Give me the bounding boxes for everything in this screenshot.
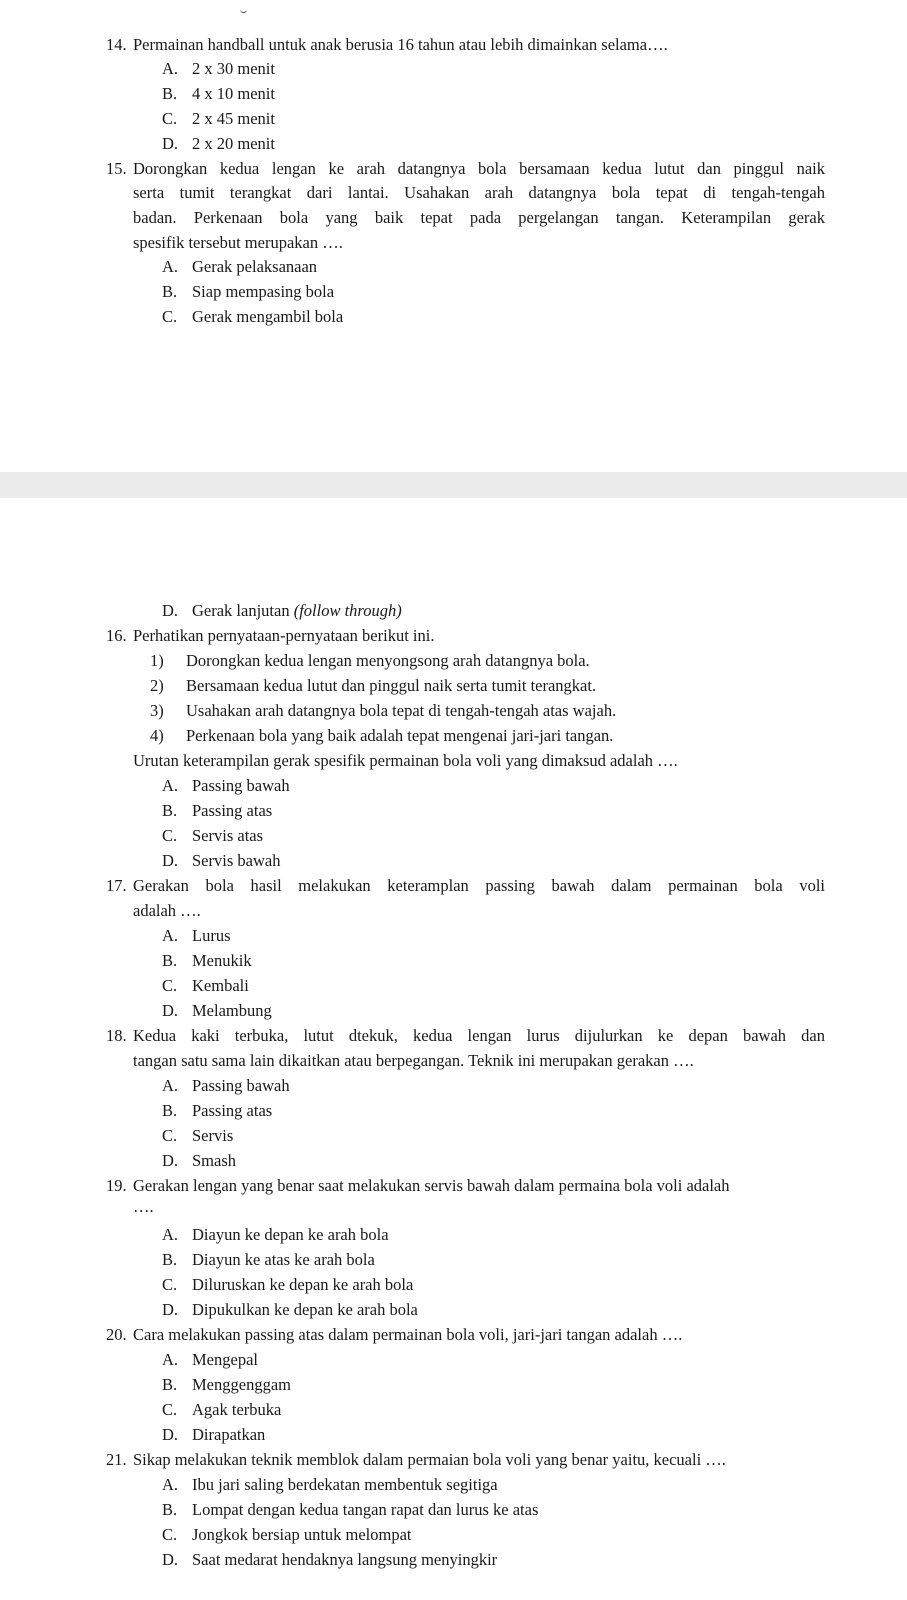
option-a: A. Passing bawah bbox=[162, 776, 290, 795]
option-a: A. Lurus bbox=[162, 926, 231, 945]
option-a: A. Passing bawah bbox=[162, 1076, 290, 1095]
option-c: C. Servis bbox=[162, 1126, 234, 1145]
option-d: D. Smash bbox=[162, 1151, 237, 1170]
question-17 bbox=[106, 875, 825, 897]
question-number: 14. bbox=[106, 35, 127, 54]
option-d: D. Dipukulkan ke depan ke arah bola bbox=[162, 1300, 418, 1319]
question-text-line: serta tumit terangkat dari lantai. Usahakan arah datangnya bola tepat di tengah-tengah bbox=[133, 183, 825, 202]
option-a: A. 2 x 30 menit bbox=[162, 59, 275, 78]
option-a: A. Diayun ke depan ke arah bola bbox=[162, 1225, 389, 1244]
question-text: Cara melakukan passing atas dalam permainan bola voli, jari-jari tangan adalah …. bbox=[133, 1325, 683, 1344]
option-b: B. Diayun ke atas ke arah bola bbox=[162, 1250, 375, 1269]
question-text-line: badan. Perkenaan bola yang baik tepat pada pergelangan tangan. Keterampilan gerak bbox=[133, 208, 825, 227]
option-c: C. Kembali bbox=[162, 976, 249, 995]
option-d: D. Saat medarat hendaknya langsung menyingkir bbox=[162, 1550, 498, 1569]
option-b: B. Passing atas bbox=[162, 801, 273, 820]
question-number: 18. bbox=[106, 1026, 127, 1045]
question-16 bbox=[106, 625, 434, 647]
option-c: C. Gerak mengambil bola bbox=[162, 307, 344, 326]
question-text: Perhatikan pernyataan-pernyataan berikut ini. bbox=[133, 626, 435, 645]
option-b: B. Lompat dengan kedua tangan rapat dan lurus ke atas bbox=[162, 1500, 539, 1519]
question-20 bbox=[106, 1324, 682, 1346]
question-text-line: adalah …. bbox=[133, 901, 201, 920]
option-b: B. Menggenggam bbox=[162, 1375, 291, 1394]
question-text: Permainan handball untuk anak berusia 16 tahun atau lebih dimainkan selama…. bbox=[133, 35, 668, 54]
question-text-line: Gerakan bola hasil melakukan keteramplan passing bawah dalam permainan bola voli bbox=[133, 876, 825, 895]
option-b: B. 4 x 10 menit bbox=[162, 84, 275, 103]
question-text-line: Kedua kaki terbuka, lutut dtekuk, kedua lengan lurus dijulurkan ke depan bawah dan bbox=[133, 1026, 825, 1045]
option-b: B. Menukik bbox=[162, 951, 252, 970]
question-text-line: …. bbox=[133, 1197, 154, 1216]
option-c: C. Diluruskan ke depan ke arah bola bbox=[162, 1275, 414, 1294]
question-text-line: tangan satu sama lain dikaitkan atau berpegangan. Teknik ini merupakan gerakan …. bbox=[133, 1051, 694, 1070]
option-c: C. Agak terbuka bbox=[162, 1400, 282, 1419]
statement-3: 3) Usahakan arah datangnya bola tepat di tengah-tengah atas wajah. bbox=[150, 701, 617, 720]
option-d: D. Gerak lanjutan (follow through) bbox=[162, 601, 402, 620]
option-c: C. Jongkok bersiap untuk melompat bbox=[162, 1525, 412, 1544]
question-15 bbox=[106, 158, 825, 180]
page-break-strip bbox=[0, 472, 907, 498]
question-18 bbox=[106, 1025, 825, 1047]
question-19 bbox=[106, 1175, 730, 1197]
option-b: B. Siap mempasing bola bbox=[162, 282, 335, 301]
scan-mark bbox=[240, 8, 247, 13]
question-21 bbox=[106, 1449, 726, 1471]
option-a: A. Gerak pelaksanaan bbox=[162, 257, 318, 276]
option-b: B. Passing atas bbox=[162, 1101, 273, 1120]
option-a: A. Ibu jari saling berdekatan membentuk segitiga bbox=[162, 1475, 498, 1494]
question-number: 15. bbox=[106, 159, 127, 178]
question-number: 19. bbox=[106, 1176, 127, 1195]
statement-4: 4) Perkenaan bola yang baik adalah tepat mengenai jari-jari tangan. bbox=[150, 726, 614, 745]
statement-1: 1) Dorongkan kedua lengan menyongsong arah datangnya bola. bbox=[150, 651, 590, 670]
question-number: 17. bbox=[106, 876, 127, 895]
option-c: C. 2 x 45 menit bbox=[162, 109, 275, 128]
option-d: D. 2 x 20 menit bbox=[162, 134, 275, 153]
question-text-line: spesifik tersebut merupakan …. bbox=[133, 233, 343, 252]
question-number: 21. bbox=[106, 1450, 127, 1469]
question-text-line: Dorongkan kedua lengan ke arah datangnya bola bersamaan kedua lutut dan pinggul naik bbox=[133, 159, 825, 178]
question-14 bbox=[106, 34, 668, 56]
option-c: C. Servis atas bbox=[162, 826, 264, 845]
statement-2: 2) Bersamaan kedua lutut dan pinggul naik serta tumit terangkat. bbox=[150, 676, 597, 695]
option-d: D. Dirapatkan bbox=[162, 1425, 266, 1444]
question-number: 20. bbox=[106, 1325, 127, 1344]
option-a: A. Mengepal bbox=[162, 1350, 258, 1369]
question-text: Sikap melakukan teknik memblok dalam permaian bola voli yang benar yaitu, kecuali …. bbox=[133, 1450, 726, 1469]
question-number: 16. bbox=[106, 626, 127, 645]
question-text-line: Gerakan lengan yang benar saat melakukan servis bawah dalam permaina bola voli adalah bbox=[133, 1176, 730, 1195]
option-d: D. Servis bawah bbox=[162, 851, 281, 870]
option-d: D. Melambung bbox=[162, 1001, 272, 1020]
question-prompt: Urutan keterampilan gerak spesifik permainan bola voli yang dimaksud adalah …. bbox=[133, 751, 678, 770]
